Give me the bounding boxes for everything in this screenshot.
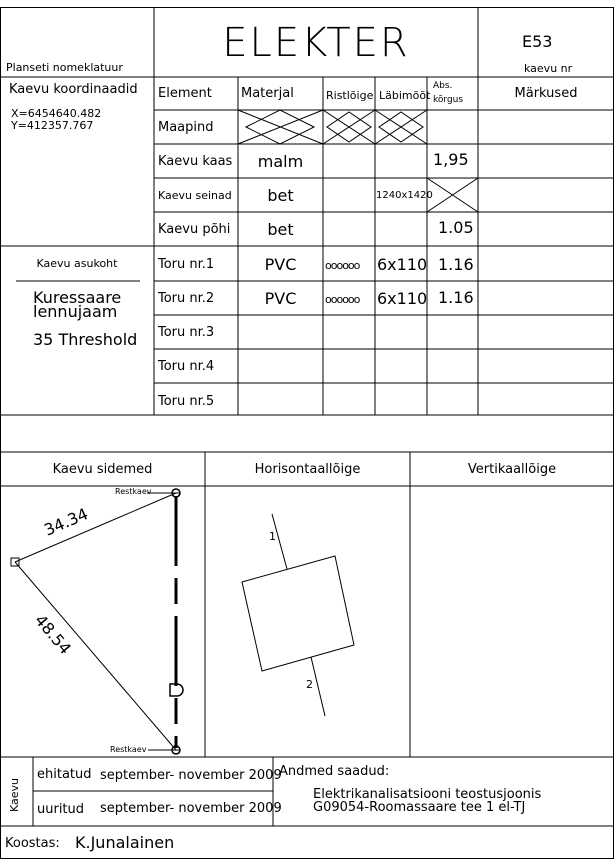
- plan-nomenclature-label: Planseti nomeklatuur: [6, 61, 123, 74]
- row-abs-height: 1.16: [438, 288, 474, 307]
- row-diameter: 6x110: [377, 255, 428, 274]
- row-material: malm: [257, 152, 304, 171]
- data-source-line-1: Elektrikanalisatsiooni teostusjoonis: [313, 787, 542, 802]
- row-abs-height: 1,95: [433, 150, 469, 169]
- header-cross-section: Ristlõige: [326, 89, 374, 102]
- row-element: Toru nr.5: [158, 394, 215, 409]
- row-element: Maapind: [158, 120, 214, 135]
- reference-well-bottom: Restkaev: [110, 745, 147, 754]
- coordinate-x: X=6454640.482: [11, 107, 102, 120]
- row-element: Kaevu põhi: [158, 222, 231, 237]
- header-abs-2: kõrgus: [433, 95, 464, 105]
- row-element: Toru nr.4: [158, 359, 215, 374]
- row-material: bet: [267, 186, 294, 205]
- row-diameter: 1240x1420: [376, 190, 433, 201]
- row-cross-section: oooooo: [325, 259, 360, 272]
- coordinates-label: Kaevu koordinaadid: [9, 82, 138, 97]
- row-material: PVC: [264, 255, 297, 274]
- location-line-2: lennujaam: [33, 302, 118, 321]
- location-line-1: Kuressaare: [33, 288, 122, 307]
- surveyed-label: uuritud: [37, 802, 85, 817]
- section-vertical-title: Vertikaallõige: [467, 462, 557, 477]
- header-abs-1: Abs.: [433, 81, 453, 91]
- well-footer-label: Kaevu: [8, 777, 21, 812]
- row-abs-height: 1.05: [438, 218, 474, 237]
- location-line-3: 35 Threshold: [33, 330, 138, 349]
- header-material: Materjal: [241, 86, 294, 101]
- row-cross-section: oooooo: [325, 293, 360, 306]
- header-remarks: Märkused: [514, 86, 578, 101]
- built-label: ehitatud: [37, 767, 92, 782]
- section-connections-title: Kaevu sidemed: [52, 462, 153, 477]
- reference-well-top: Restkaev: [115, 487, 152, 496]
- well-number: E53: [522, 32, 553, 51]
- well-number-label: kaevu nr: [524, 62, 573, 75]
- row-material: PVC: [264, 289, 297, 308]
- row-material: bet: [267, 220, 294, 239]
- header-element: Element: [158, 86, 212, 101]
- pipe-label-1: 1: [269, 530, 276, 543]
- horizontal-section-drawing: [242, 514, 354, 716]
- distance-label-1: 34.34: [41, 504, 91, 540]
- row-element: Toru nr.3: [158, 325, 215, 340]
- page-title: ELEKTER: [222, 20, 410, 66]
- row-element: Kaevu kaas: [158, 154, 233, 169]
- row-element: Toru nr.1: [158, 257, 215, 272]
- author-value: K.Junalainen: [75, 833, 175, 852]
- row-element: Kaevu seinad: [158, 189, 232, 202]
- author-label: Koostas:: [5, 836, 60, 851]
- row-diameter: 6x110: [377, 289, 428, 308]
- surveyed-value: september- november 2009: [100, 801, 282, 816]
- data-source-line-2: G09054-Roomassaare tee 1 el-TJ: [313, 800, 526, 815]
- coordinate-y: Y=412357.767: [11, 119, 94, 132]
- row-abs-height: 1.16: [438, 255, 474, 274]
- location-label: Kaevu asukoht: [36, 257, 118, 270]
- pipe-label-2: 2: [306, 678, 313, 691]
- distance-label-2: 48.54: [30, 610, 75, 659]
- built-value: september- november 2009: [100, 768, 282, 783]
- section-horizontal-title: Horisontaallõige: [254, 462, 361, 477]
- row-element: Toru nr.2: [158, 291, 215, 306]
- data-source-label: Andmed saadud:: [279, 764, 390, 779]
- header-diameter: Läbimõõt: [379, 89, 431, 102]
